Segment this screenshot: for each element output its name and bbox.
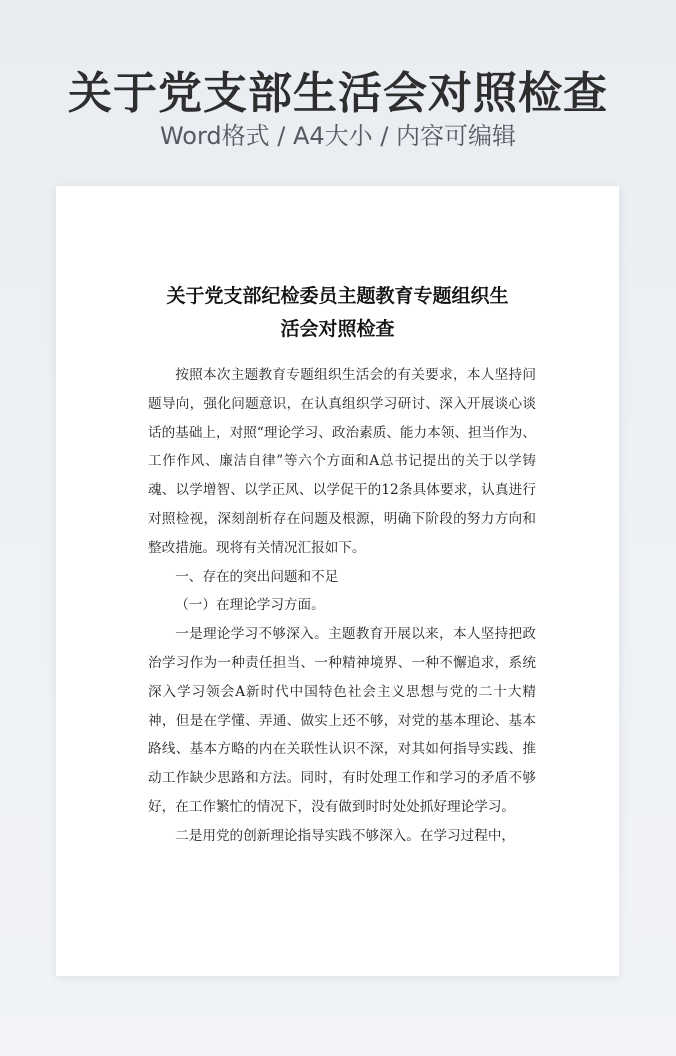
document-title	[56, 280, 619, 346]
paragraph-point-2: 二是用党的创新理论指导实践不够深入。在学习过程中，	[175, 827, 516, 844]
paragraph-intro: 按照本次主题教育专题组织生活会的有关要求，本人坚持问题导向，强化问题意识，在认真组织学习研讨、深入开展谈心谈话的基础上，对照“理论学习、政治素质、能力本领、担当作为、工作作风、廉洁自律”等六个方面和A总书记提出的关于以学铸魂、以学增智、以学正风、以学促干的12条具体要求，认真进行对照检视，深刻剖析存在问题及根源，明确下阶段的努力方向和整改措施。现将有关情况汇报如下。	[148, 367, 536, 556]
section-heading-1: 一、存在的突出问题和不足	[175, 568, 339, 585]
paragraph-point-1: 一是理论学习不够深入。主题教育开展以来，本人坚持把政治学习作为一种责任担当、一种精神境界、一种不懈追求，系统深入学习领会A新时代中国特色社会主义思想与党的二十大精神，但是在学懂、弄通、做实上还不够，对党的基本理论、基本路线、基本方略的内在关联性认识不深，对其如何指导实践、推动工作缺少思路和方法。同时，有时处理工作和学习的矛盾不够好，在工作繁忙的情况下，没有做到时时处处抓好理论学习。	[148, 626, 536, 815]
banner-title: 关于党支部生活会对照检查	[68, 68, 608, 119]
document-title-line-1: 关于党支部纪检委员主题教育专题组织生	[166, 285, 509, 307]
subsection-heading-1: （一）在理论学习方面。	[175, 597, 325, 614]
banner-subtitle: Word格式 / A4大小 / 内容可编辑	[159, 122, 517, 150]
document-title-line-2: 活会对照检查	[280, 318, 395, 340]
document-page	[56, 186, 619, 976]
document-body	[148, 361, 536, 851]
